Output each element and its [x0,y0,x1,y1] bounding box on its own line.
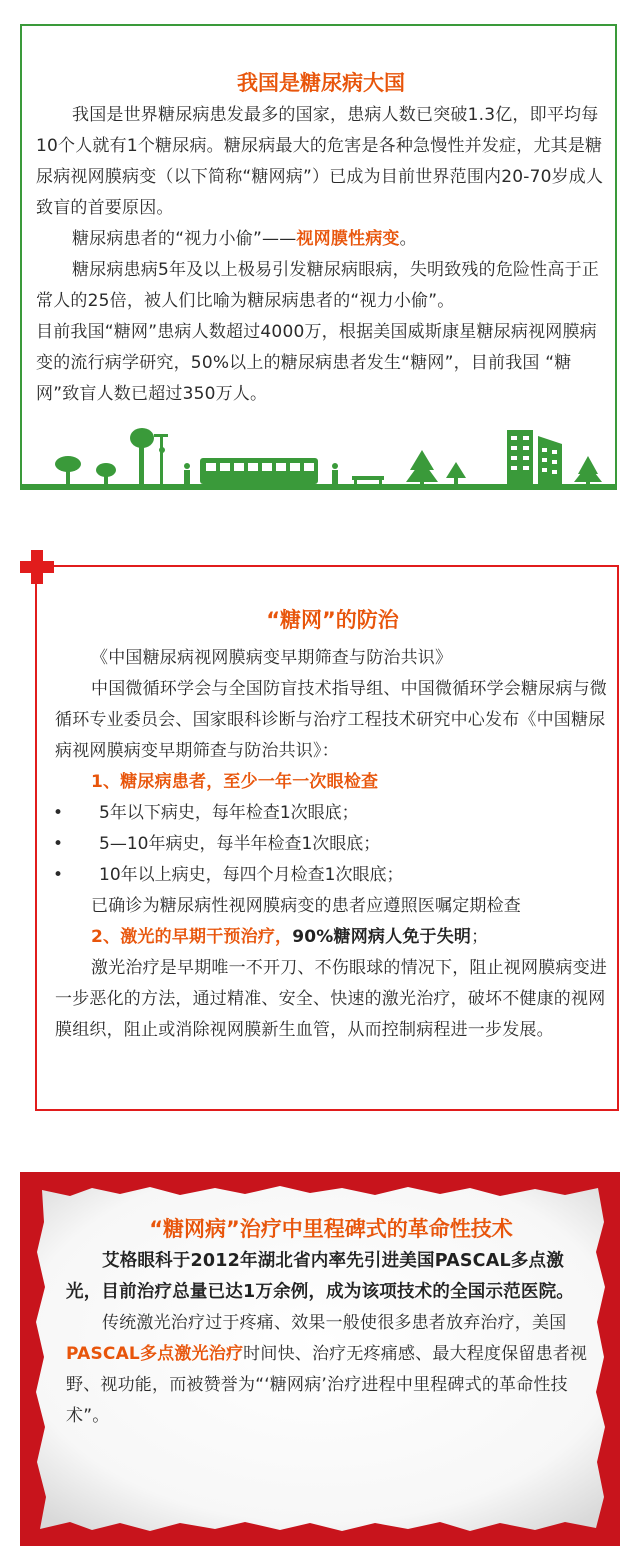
list-item-text: 10年以上病史，每四个月检查1次眼底； [99,865,404,885]
section1-p2-prefix: 糖尿病患者的“视力小偷”—— [72,229,297,249]
section3-p2-suffix: 时间快、治疗无疼痛感、最大程度保留患者视野、视功能，而被赞誉为“‘糖网病’治疗进程中里程碑式的革命性技术”。 [66,1344,588,1426]
section2-paragraph-2: 中国微循环学会与全国防盲技术指导组、中国微循环学会糖尿病与微循环专业委员会、国家眼科诊断与治疗工程技术研究中心发布《中国糖尿病视网膜病变早期筛查与防治共识》： [55,679,607,761]
list-item [53,860,610,891]
section1-p2-highlight: 视网膜性病变 [296,229,400,249]
section1-title: 我国是糖尿病大国 [237,71,405,95]
section2-h2-suffix: ； [471,927,489,947]
section1-p2-suffix: 。 [399,229,417,249]
section1-paragraph-3: 糖尿病患病5年及以上极易引发糖尿病眼病，失明致残的危险性高于正常人的25倍，被人们比喻为糖尿病患者的“视力小偷”。 [36,260,600,311]
section2-title: “糖网”的防治 [266,608,399,632]
bullet-icon: • [53,803,64,823]
section1-content [36,68,606,410]
section-prevention [35,565,619,1111]
city-skyline-illustration [22,426,615,488]
section2-h2-orange: 2、激光的早期干预治疗， [91,927,293,947]
list-item [53,829,610,860]
section3-p2-prefix: 传统激光治疗过于疼痛、效果一般使很多患者放弃治疗，美国 [102,1313,567,1333]
section2-heading-1: 1、糖尿病患者，至少一年一次眼检查 [91,772,379,792]
section-diabetes-nation [20,24,617,490]
section3-paragraph-1: 艾格眼科于2012年湖北省内率先引进美国PASCAL多点激光，目前治疗总量已达1万余例，成为该项技术的全国示范医院。 [66,1251,574,1302]
section-pascal-laser [20,1172,620,1546]
section2-paragraph-4: 激光治疗是早期唯一不开刀、不伤眼球的情况下，阻止视网膜病变进一步恶化的方法，通过精准、安全、快速的激光治疗，破坏不健康的视网膜组织，阻止或消除视网膜新生血管，从而控制病程进一步发展。 [55,958,607,1040]
section2-content [55,605,610,1046]
section2-h2-bold: 90%糖网病人免于失明 [292,927,472,947]
section3-p2-highlight: PASCAL多点激光治疗 [66,1344,244,1364]
section2-heading-2 [55,922,610,953]
section3-title: “糖网病”治疗中里程碑式的革命性技术 [149,1217,513,1241]
list-item-text: 5年以下病史，每年检查1次眼底； [99,803,359,823]
section3-content [66,1214,596,1432]
list-item-text: 5—10年病史，每半年检查1次眼底； [99,834,381,854]
list-item [53,798,610,829]
section1-paragraph-4: 目前我国“糖网”患病人数超过4000万，根据美国威斯康星糖尿病视网膜病变的流行病学研究，50%以上的糖尿病患者发生“糖网”，目前我国 “糖网”致盲人数已超过350万人。 [36,322,597,404]
bullet-icon: • [53,865,64,885]
section2-paragraph-1: 《中国糖尿病视网膜病变早期筛查与防治共识》 [91,648,453,668]
section1-paragraph-2 [36,224,606,255]
section1-paragraph-1: 我国是世界糖尿病患发最多的国家，患病人数已突破1.3亿，即平均每10个人就有1个糖尿病。糖尿病最大的危害是各种急慢性并发症，尤其是糖尿病视网膜病变（以下简称“糖网病”）已成为目前世界范围内20-70岁成人致盲的首要原因。 [36,105,604,218]
section2-paragraph-3: 已确诊为糖尿病性视网膜病变的患者应遵照医嘱定期检查 [91,896,521,916]
section3-paragraph-2 [66,1308,596,1432]
bullet-icon: • [53,834,64,854]
